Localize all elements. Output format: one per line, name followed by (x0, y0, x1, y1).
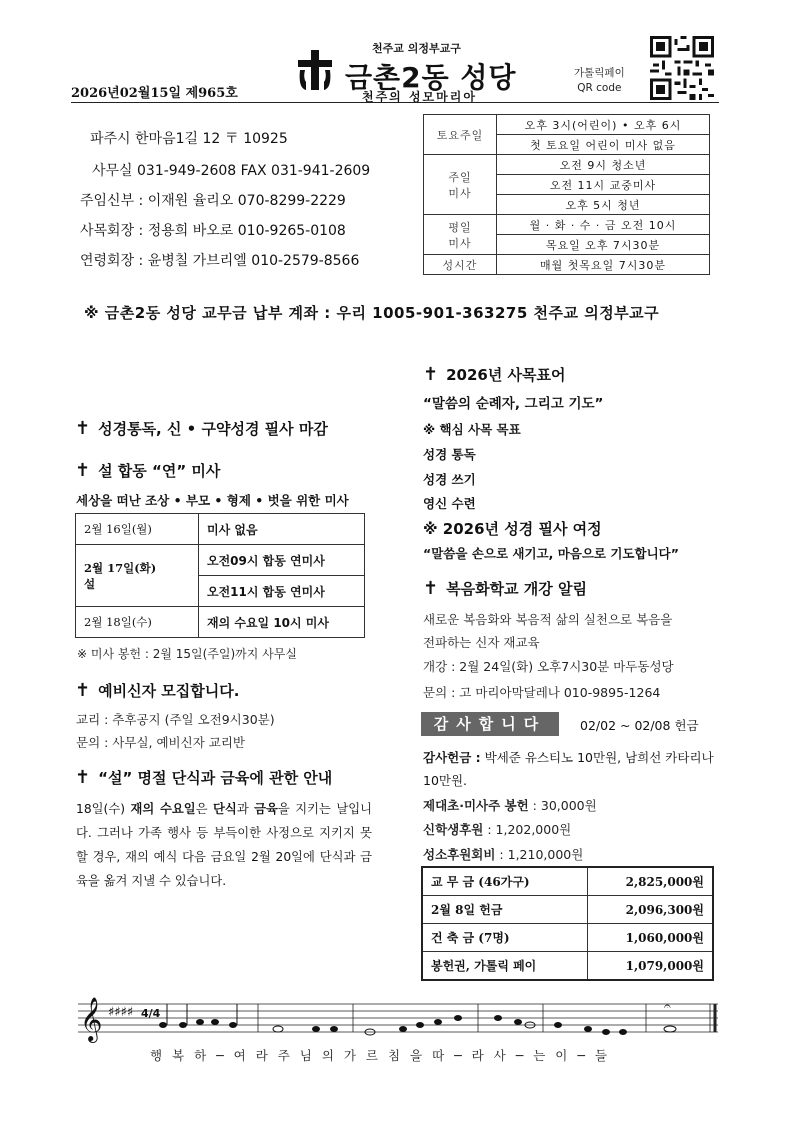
body-emphasis: 단식 (213, 802, 237, 816)
issue-date: 2026년02월15일 제965호 (71, 86, 238, 101)
date-line: 2월 17일(화) (84, 560, 157, 575)
section-evangelization-school (423, 578, 587, 599)
section-title: 복음화학교 개강 알림 (446, 580, 587, 598)
table-cell-label: 건 축 금 (7명) (422, 924, 588, 952)
fermata-icon: 𝄐 (664, 999, 671, 1013)
donation-text: : 1,202,000원 (483, 822, 572, 837)
office-phone: 사무실 031-949-2608 FAX 031-941-2609 (92, 163, 371, 179)
schedule-label-line: 미사 (448, 236, 472, 250)
pastoral-motto-quote: “말씀의 순례자, 그리고 기도” (423, 396, 604, 412)
donation-text: : 30,000원 (528, 798, 597, 813)
table-cell-value: 오전11시 합동 연미사 (199, 576, 365, 607)
section-title: “설” 명절 단식과 금육에 관한 안내 (98, 769, 333, 787)
schedule-cell: 오후 5시 청년 (497, 195, 710, 215)
memorial-mass-table (75, 513, 365, 638)
table-row (76, 545, 365, 576)
table-row (422, 867, 713, 896)
section-subtitle: 세상을 떠난 조상 • 부모 • 형제 • 벗을 위한 미사 (76, 493, 349, 508)
table-cell-label: 봉헌권, 가톨릭 페이 (422, 952, 588, 981)
schedule-label-holy-hour: 성시간 (424, 255, 497, 275)
schedule-label-sunday (424, 155, 497, 215)
section-fasting-guide (75, 767, 332, 788)
qr-code-icon[interactable] (650, 36, 714, 100)
body-text: 과 (236, 802, 255, 816)
body-text: 18일(수) (76, 802, 131, 816)
mass-note: ※ 미사 봉헌 : 2월 15일(주일)까지 사무실 (77, 647, 297, 661)
qr-label-line-2: QR code (577, 82, 622, 94)
section-title: 2026년 사목표어 (446, 366, 566, 384)
bible-copy-quote: “말씀을 손으로 새기고, 마음으로 기도합니다” (423, 546, 679, 561)
diocese-name: 천주교 의정부교구 (372, 42, 461, 55)
donation-label: 감사헌금 : (423, 750, 481, 765)
core-goal-item: 영신 수련 (423, 496, 476, 511)
cross-icon: ✝ (75, 767, 91, 788)
table-row (76, 514, 365, 545)
schedule-cell: 오전 9시 청소년 (497, 155, 710, 175)
parish-cross-logo-icon (292, 48, 338, 94)
section-pastoral-motto (423, 364, 566, 385)
section-title: 예비신자 모집합니다. (98, 682, 240, 700)
table-cell-date: 2월 16일(월) (76, 514, 199, 545)
section-title: 성경통독, 신 • 구약성경 필사 마감 (98, 420, 328, 438)
pastor-contact: 주임신부 : 이재원 율리오 070-8299-2229 (80, 193, 346, 209)
donation-label: 제대초·미사주 봉헌 (423, 798, 529, 813)
cross-icon: ✝ (423, 578, 439, 599)
parish-address: 파주시 한마음1길 12 〒 10925 (90, 131, 288, 147)
schedule-cell: 오후 3시(어린이) • 오후 6시 (497, 115, 710, 135)
table-cell-value: 재의 수요일 10시 미사 (199, 607, 365, 638)
schedule-cell: 목요일 오후 7시30분 (497, 235, 710, 255)
core-goal-heading: ※ 핵심 사목 목표 (423, 422, 521, 437)
schedule-label-line: 주일 (448, 170, 472, 184)
council-chair-contact: 사목회장 : 정용희 바오로 010-9265-0108 (80, 223, 346, 239)
schedule-cell: 매월 첫목요일 7시30분 (497, 255, 710, 275)
body-text: 은 (195, 802, 214, 816)
table-cell-amount: 1,079,000원 (588, 952, 714, 981)
table-row (422, 896, 713, 924)
vocation-support (423, 845, 583, 863)
schedule-cell: 첫 토요일 어린이 미사 없음 (497, 135, 710, 155)
table-cell-label: 2월 8일 헌금 (422, 896, 588, 924)
qr-label-line-1: 가톨릭페이 (574, 67, 625, 79)
section-new-year-mass (75, 460, 220, 481)
time-signature-top: 4/4 (141, 1007, 161, 1020)
schedule-label-line: 미사 (448, 186, 472, 200)
donation-label: 성소후원회비 (423, 847, 496, 862)
school-description: 새로운 복음화와 복음적 삶의 실천으로 복음을 (423, 612, 673, 627)
seminarian-support (423, 820, 571, 838)
table-row (422, 952, 713, 981)
section-catechumen (75, 680, 239, 701)
schedule-label-saturday: 토요주일 (424, 115, 497, 155)
section-bible-reading (75, 418, 328, 439)
fasting-guide-body (76, 797, 372, 893)
school-opening: 개강 : 2월 24일(화) 오후7시30분 마두동성당 (423, 659, 674, 674)
qr-label (574, 66, 625, 96)
thanks-offering (423, 746, 723, 792)
body-text: 을 지키는 날입니다. 그러나 가족 행사 등 부득이한 사정으로 지키지 못할 경우, 재의 예식 다음 금요일 2월 20일에 단식과 금육을 옮겨 지낼 수 있습니다. (76, 802, 372, 888)
table-cell-value: 미사 없음 (199, 514, 365, 545)
tithe-account-line: ※ 금촌2동 성당 교무금 납부 계좌 : 우리 1005-901-363275 천주교 의정부교구 (84, 304, 660, 322)
body-emphasis: 재의 수요일 (130, 802, 196, 816)
key-signature-sharps-icon: ♯♯♯♯ (108, 1005, 134, 1020)
table-cell-value: 오전09시 합동 연미사 (199, 545, 365, 576)
thanks-banner: 감사합니다 (421, 712, 559, 736)
table-cell-label: 교 무 금 (46가구) (422, 867, 588, 896)
hymn-lyrics: 행 복 하 ─ 여 라 주 님 의 가 르 침 을 따 ─ 라 사 ─ 는 이 ─ 들 (150, 1048, 610, 1063)
cross-icon: ✝ (423, 364, 439, 385)
treble-clef-icon: 𝄞 (80, 997, 103, 1041)
catechumen-inquiry: 문의 : 사무실, 예비신자 교리반 (76, 735, 245, 750)
offering-summary-table (421, 866, 714, 981)
school-inquiry: 문의 : 고 마리아막달레나 010-9895-1264 (423, 685, 661, 700)
header-divider (71, 102, 719, 103)
parish-name: 금촌2동 성당 (345, 61, 517, 94)
table-row (422, 924, 713, 952)
body-emphasis: 금육 (254, 802, 278, 816)
parish-subtitle: 천주의 성모마리아 (362, 90, 477, 104)
catechumen-class-time: 교리 : 추후공지 (주일 오전9시30분) (76, 712, 275, 727)
table-cell-amount: 2,825,000원 (588, 867, 714, 896)
association-chair-contact: 연령회장 : 윤병칠 가브리엘 010-2579-8566 (80, 253, 360, 269)
offering-period: 02/02 ~ 02/08 헌금 (580, 718, 699, 733)
table-cell-date (76, 545, 199, 607)
section-title: 설 합동 “연” 미사 (98, 462, 221, 480)
donation-text: : 1,210,000원 (495, 847, 584, 862)
schedule-cell: 월 · 화 · 수 · 금 오전 10시 (497, 215, 710, 235)
table-cell-date: 2월 18일(수) (76, 607, 199, 638)
school-description: 전파하는 신자 재교육 (423, 635, 540, 650)
donation-label: 신학생후원 (423, 822, 484, 837)
cross-icon: ✝ (75, 460, 91, 481)
mass-schedule-table (423, 114, 710, 275)
schedule-cell: 오전 11시 교중미사 (497, 175, 710, 195)
core-goal-item: 성경 통독 (423, 447, 476, 462)
donation-text: 박세준 유스티노 10만원, 남희선 카타리나 10만원. (423, 750, 714, 788)
date-line: 설 (84, 576, 96, 591)
section-bible-copy-journey: ※ 2026년 성경 필사 여정 (423, 520, 602, 538)
cross-icon: ✝ (75, 418, 91, 439)
altar-offering (423, 796, 597, 814)
core-goal-item: 성경 쓰기 (423, 472, 476, 487)
table-cell-amount: 1,060,000원 (588, 924, 714, 952)
schedule-label-line: 평일 (448, 220, 472, 234)
schedule-label-weekday (424, 215, 497, 255)
table-cell-amount: 2,096,300원 (588, 896, 714, 924)
table-row (76, 607, 365, 638)
cross-icon: ✝ (75, 680, 91, 701)
